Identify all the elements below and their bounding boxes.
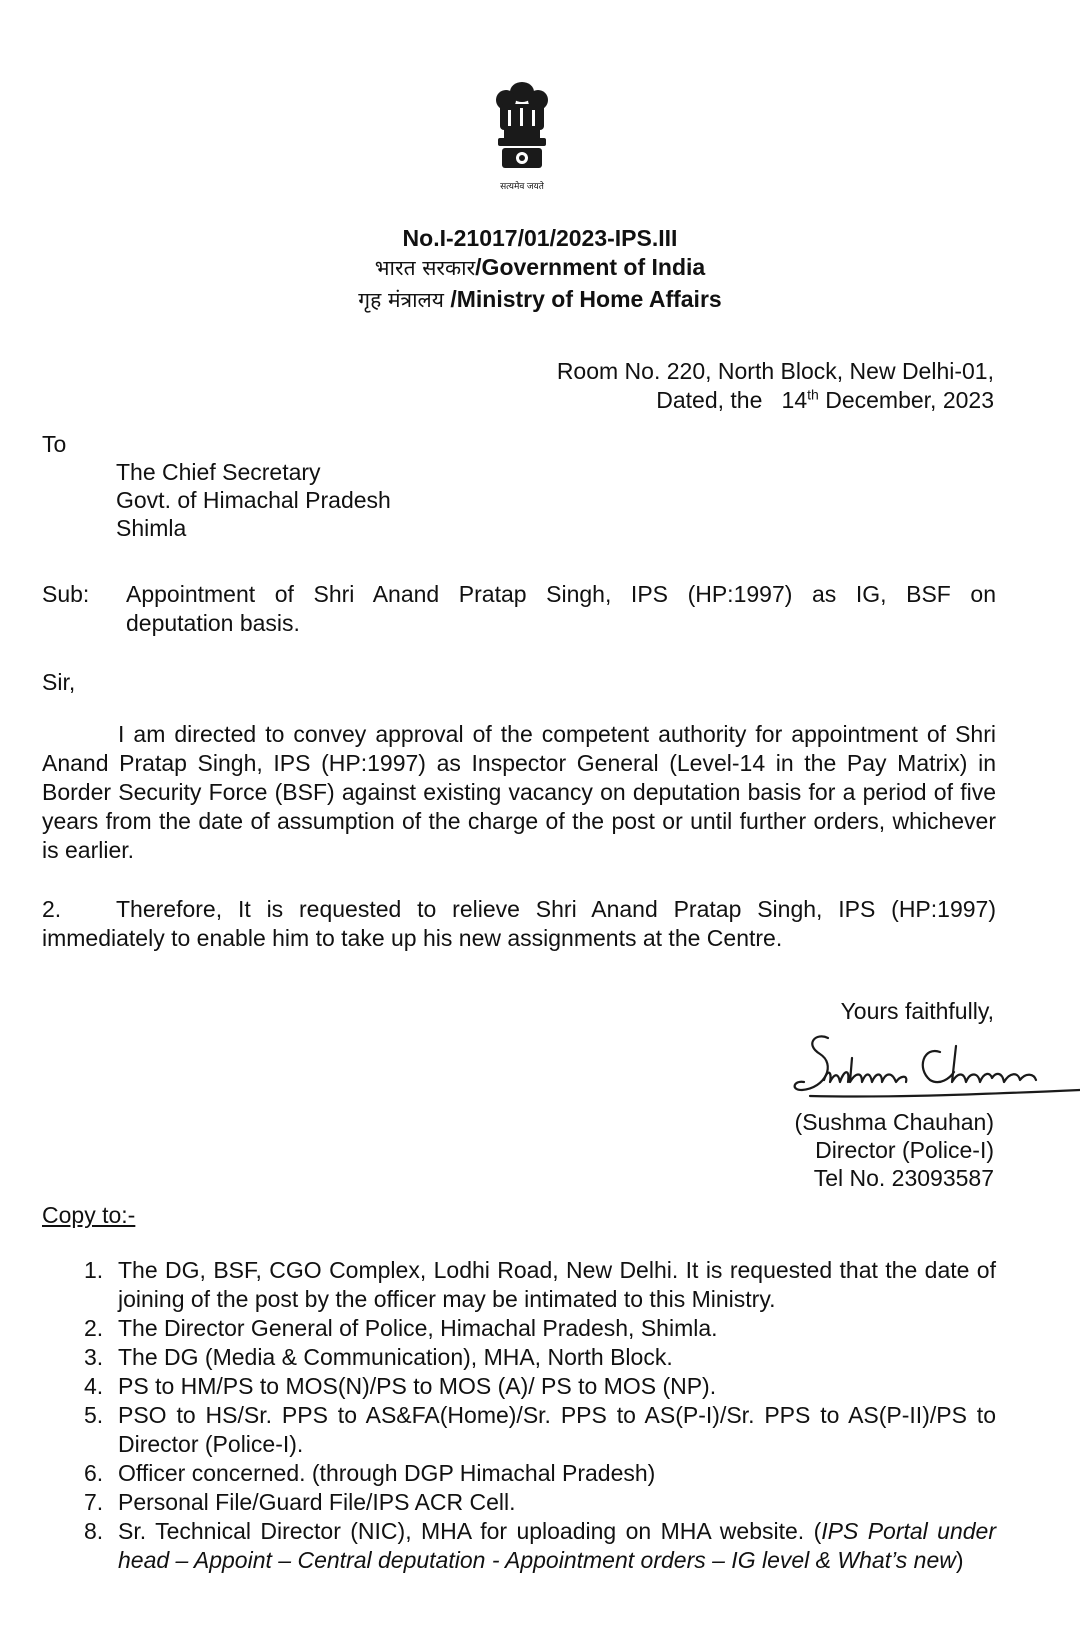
recipient-line-2: Govt. of Himachal Pradesh bbox=[116, 487, 391, 513]
salutation: Sir, bbox=[42, 669, 76, 695]
list-item bbox=[84, 1459, 996, 1488]
subject-line-2: deputation basis. bbox=[126, 610, 300, 636]
government-line bbox=[0, 253, 1080, 283]
ministry-hindi: गृह मंत्रालय bbox=[358, 288, 444, 312]
copy-to-list bbox=[84, 1256, 996, 1575]
body-paragraph-2 bbox=[42, 895, 996, 953]
recipient-line-3: Shimla bbox=[116, 515, 187, 541]
date-day-suffix: th bbox=[807, 386, 819, 403]
list-item-number: 2. bbox=[84, 1315, 104, 1341]
copy-to-label: Copy to:- bbox=[42, 1202, 136, 1228]
date-day: 14 bbox=[781, 387, 808, 413]
list-item-text: PS to HM/PS to MOS(N)/PS to MOS (A)/ PS to MOS (NP). bbox=[118, 1373, 717, 1399]
list-item bbox=[84, 1488, 996, 1517]
list-item-number: 8. bbox=[84, 1518, 104, 1544]
subject-text bbox=[126, 580, 996, 638]
government-hindi: भारत सरकार bbox=[374, 256, 476, 280]
date-line bbox=[656, 386, 994, 415]
list-item-text: The Director General of Police, Himachal Pradesh, Shimla. bbox=[118, 1315, 718, 1341]
list-item-number: 6. bbox=[84, 1460, 104, 1486]
list-item bbox=[84, 1517, 996, 1575]
signatory-name: (Sushma Chauhan) bbox=[794, 1109, 994, 1135]
list-item-text: Sr. Technical Director (NIC), MHA for uploading on MHA website. ( bbox=[118, 1518, 822, 1544]
list-item-text: The DG, BSF, CGO Complex, Lodhi Road, New Delhi. It is requested that the date of joining of the post by the officer may be intimated to this Ministry. bbox=[118, 1257, 996, 1312]
list-item-tail: ) bbox=[955, 1547, 964, 1573]
paragraph-number: 2. bbox=[42, 896, 62, 922]
file-number: No.I-21017/01/2023-IPS.III bbox=[402, 225, 678, 251]
list-item-number: 5. bbox=[84, 1402, 104, 1428]
closing: Yours faithfully, bbox=[840, 998, 994, 1024]
office-address: Room No. 220, North Block, New Delhi-01, bbox=[556, 358, 994, 384]
ministry-line bbox=[0, 285, 1080, 315]
list-item-text: Officer concerned. (through DGP Himachal Pradesh) bbox=[118, 1460, 656, 1486]
list-item-number: 1. bbox=[84, 1257, 104, 1283]
list-item bbox=[84, 1256, 996, 1314]
list-item bbox=[84, 1401, 996, 1459]
list-item-italic-text: IPS Portal under head – Appoint – Central deputation - Appointment orders – IG level & What’s new bbox=[118, 1518, 996, 1573]
signatory-designation: Director (Police-I) bbox=[815, 1137, 994, 1163]
list-item-text: The DG (Media & Communication), MHA, North Block. bbox=[118, 1344, 673, 1370]
handwritten-signature bbox=[790, 1028, 1080, 1108]
date-prefix: Dated, the bbox=[656, 387, 763, 413]
signatory-telephone: Tel No. 23093587 bbox=[813, 1165, 994, 1191]
list-item-text: Personal File/Guard File/IPS ACR Cell. bbox=[118, 1489, 516, 1515]
state-emblem-icon bbox=[482, 78, 562, 196]
list-item-number: 3. bbox=[84, 1344, 104, 1370]
date-month-year: December, 2023 bbox=[825, 387, 994, 413]
list-item bbox=[84, 1372, 996, 1401]
subject-line-1: Appointment of Shri Anand Pratap Singh, IPS (HP:1997) as IG, BSF on bbox=[126, 581, 996, 607]
paragraph-2-text: Therefore, It is requested to relieve Shri Anand Pratap Singh, IPS (HP:1997) immediately to enable him to take up his new assignments at the Centre. bbox=[42, 896, 996, 951]
emblem-motto: सत्यमेव जयते bbox=[500, 181, 544, 191]
recipient-line-1: The Chief Secretary bbox=[116, 459, 321, 485]
list-item-number: 4. bbox=[84, 1373, 104, 1399]
government-english: /Government of India bbox=[475, 254, 706, 280]
list-item bbox=[84, 1314, 996, 1343]
list-item bbox=[84, 1343, 996, 1372]
ministry-english: /Ministry of Home Affairs bbox=[450, 286, 722, 312]
subject-label: Sub: bbox=[42, 581, 90, 607]
body-paragraph-1: I am directed to convey approval of the competent authority for appointment of Shri Anand Pratap Singh, IPS (HP:1997) as Inspector General (Level-14 in the Pay Matrix) in Border Security Force (BSF) against existing vacancy on deputation basis for a period of five years from the date of assumption of the charge of the post or until further orders, whichever is earlier. bbox=[42, 721, 996, 863]
to-label: To bbox=[42, 431, 67, 457]
list-item-number: 7. bbox=[84, 1489, 104, 1515]
list-item-text: PSO to HS/Sr. PPS to AS&FA(Home)/Sr. PPS to AS(P-I)/Sr. PPS to AS(P-II)/PS to Director (Police-I). bbox=[118, 1402, 996, 1457]
